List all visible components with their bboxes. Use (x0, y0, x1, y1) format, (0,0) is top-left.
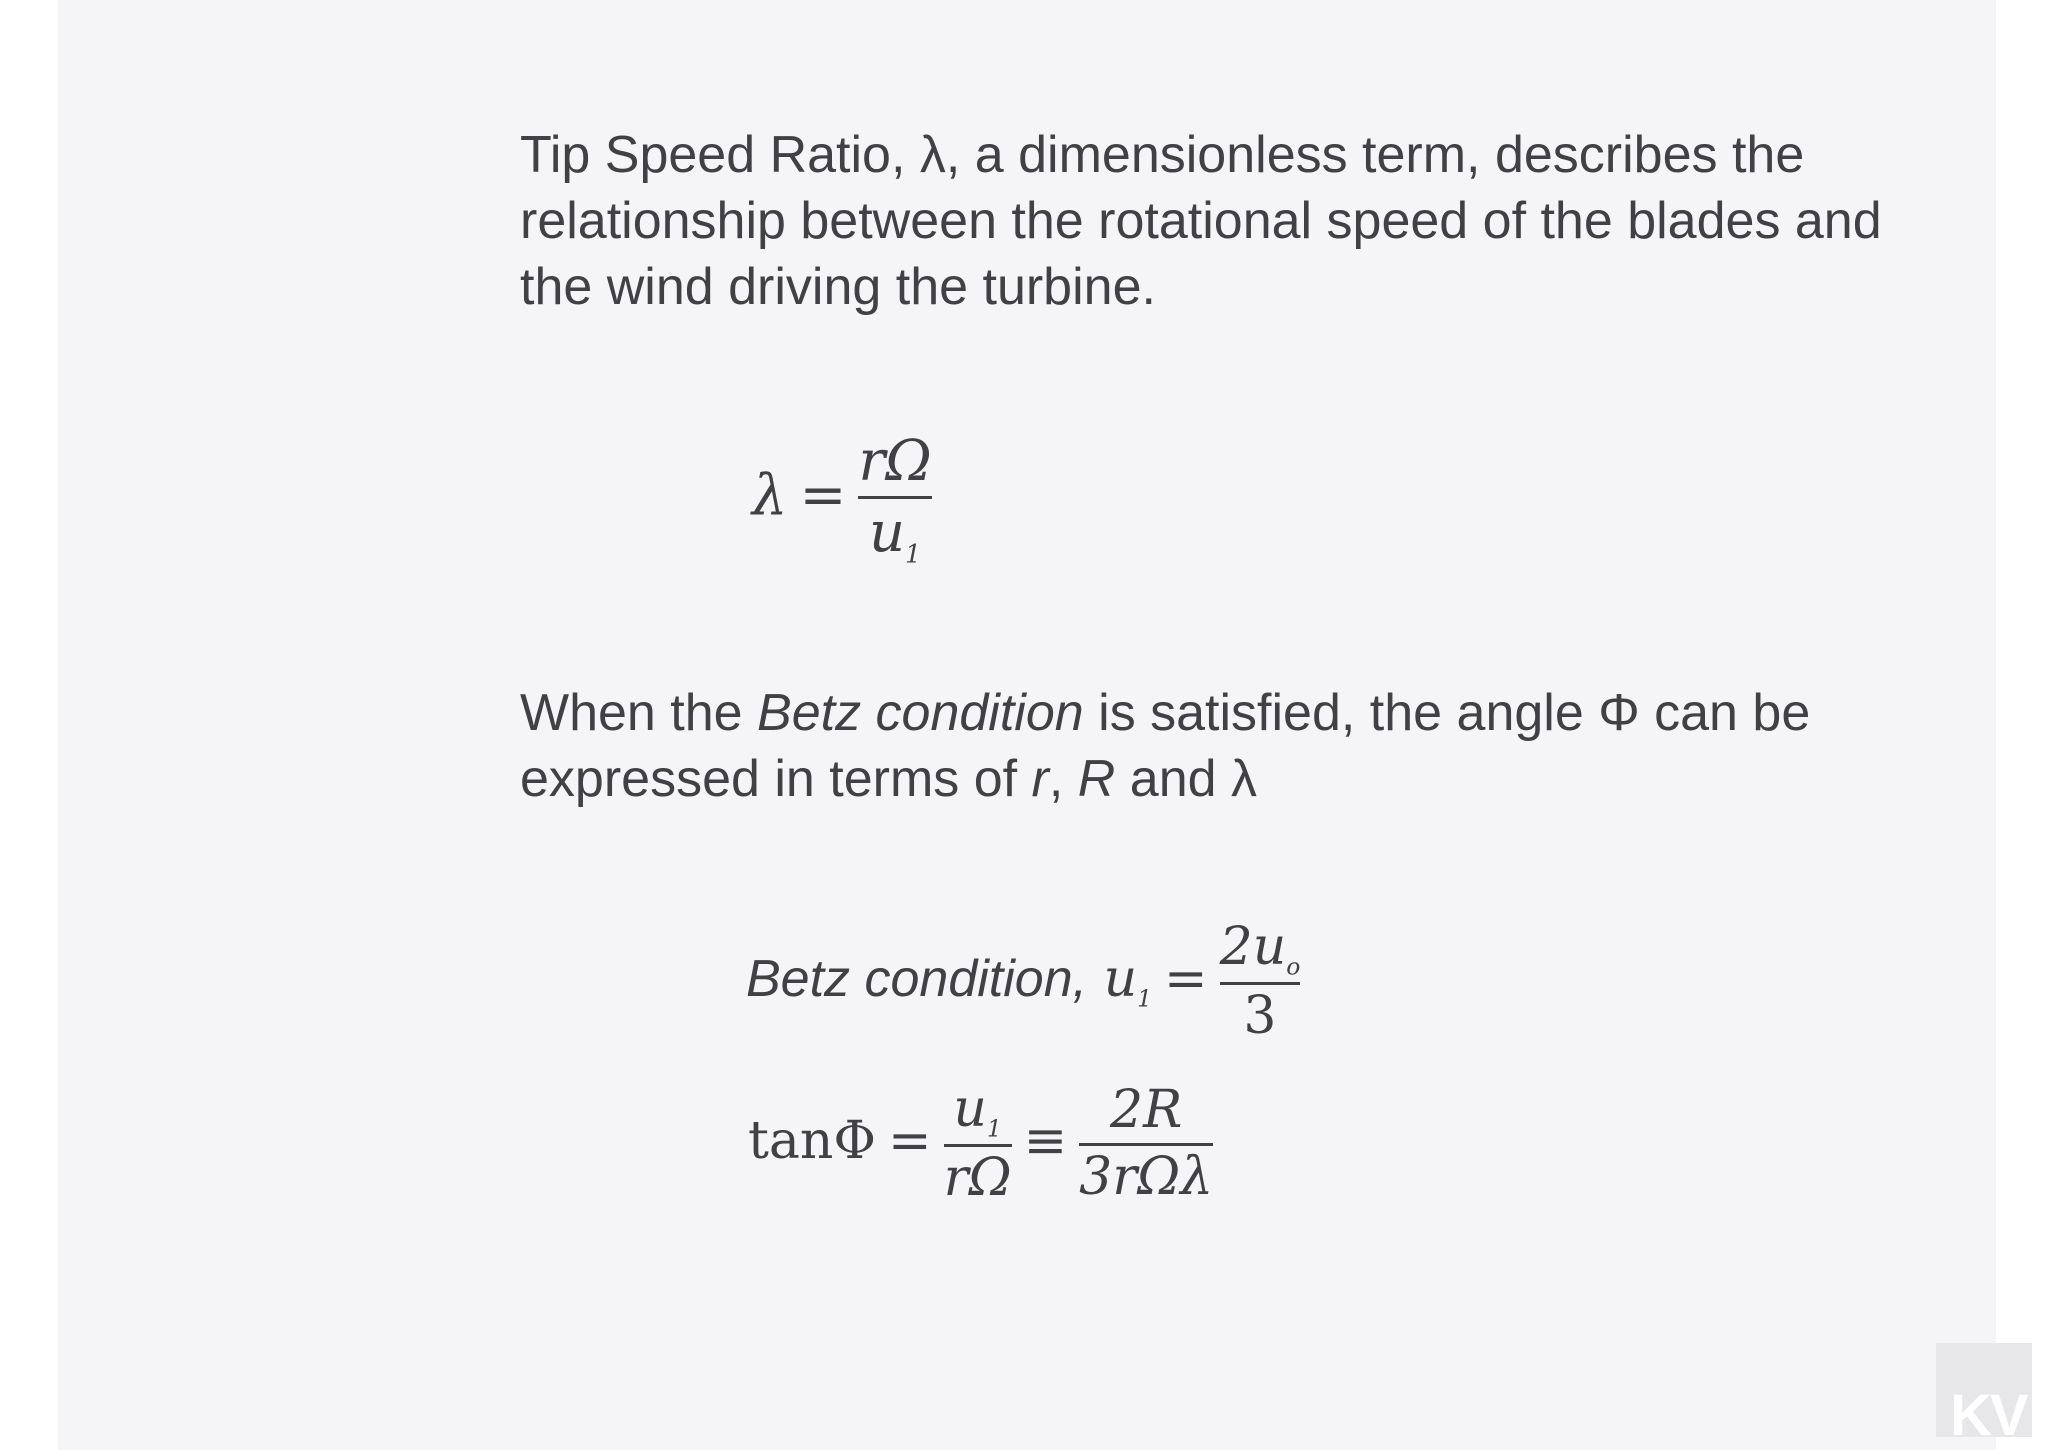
fraction-numerator: $u_1$ (953, 1079, 1002, 1143)
u1-symbol: $u_1$ (1103, 949, 1153, 1013)
fraction-bar (858, 496, 931, 499)
fraction-denominator: 3 (1243, 986, 1277, 1047)
subscript: 1 (905, 539, 922, 569)
fraction-bar (944, 1144, 1012, 1147)
first-fraction (944, 1080, 1012, 1209)
fraction-denominator: rΩ (943, 1148, 1012, 1209)
variable-r: r (1031, 750, 1049, 808)
fraction-numerator: rΩ (858, 429, 932, 494)
fraction-denominator: $u_1$ (868, 500, 922, 569)
fraction-numerator: 2R (1110, 1080, 1183, 1141)
slide (58, 0, 2027, 1450)
equals-sign: = (888, 1111, 932, 1172)
tan-phi-lhs: tanΦ (748, 1111, 877, 1172)
lambda-symbol: λ (752, 463, 788, 529)
equals-sign: = (799, 463, 847, 529)
betz-term: Betz condition (757, 684, 1084, 742)
tan-phi-equation (748, 1080, 1213, 1209)
intro-paragraph (520, 122, 1940, 320)
second-fraction (1079, 1081, 1213, 1208)
equals-sign: = (1164, 949, 1208, 1010)
betz-condition-equation (746, 918, 1300, 1047)
fraction-numerator: $2u_o$ (1219, 917, 1301, 981)
variable-R: R (1077, 750, 1116, 808)
ratio-fraction (858, 430, 931, 570)
equivalence-sign: ≡ (1023, 1111, 1068, 1172)
tip-speed-ratio-equation (752, 430, 932, 570)
logo-text: KV (1950, 1383, 2027, 1437)
betz-paragraph: When the Betz condition is satisfied, the angle Φ can be expressed in terms of r, R and λ (520, 684, 1811, 808)
betz-label: Betz condition, (746, 950, 1088, 1009)
intro-text: Tip Speed Ratio, λ, a dimensionless term, describes the relationship between the rotational speed of the blades and the wind driving the turbine. (520, 126, 1882, 316)
fraction-denominator: 3rΩλ (1079, 1147, 1214, 1208)
betz-fraction (1220, 918, 1301, 1047)
fraction-bar (1079, 1143, 1213, 1146)
fraction-bar (1220, 982, 1301, 985)
kv-logo (1936, 1343, 2032, 1437)
